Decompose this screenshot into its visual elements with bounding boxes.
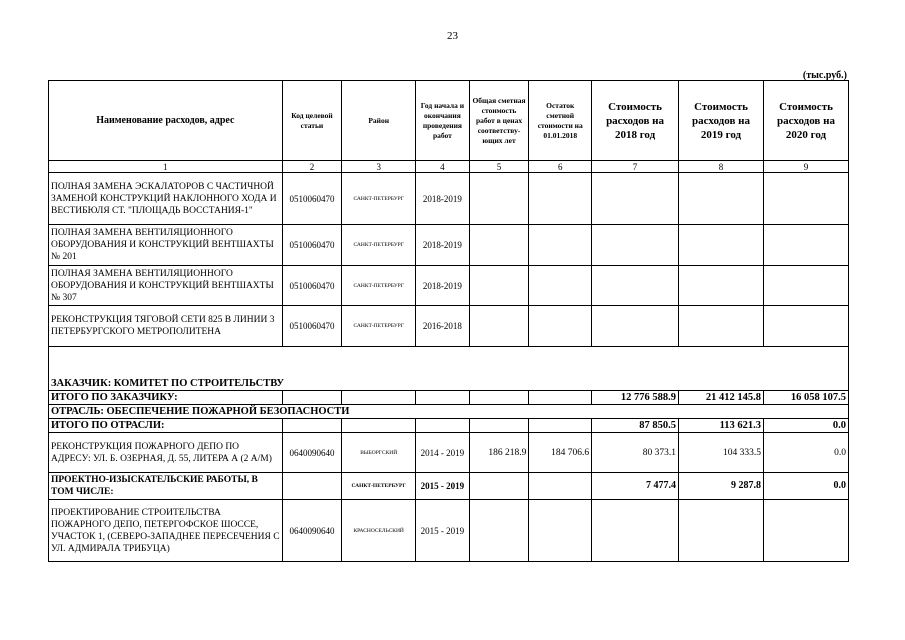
table-row <box>49 500 849 562</box>
industry-total-row <box>49 419 849 433</box>
row-remainder <box>529 225 592 266</box>
customer-total-2020: 16 058 107.5 <box>763 391 848 405</box>
row-name: РЕКОНСТРУКЦИЯ ТЯГОВОЙ СЕТИ 825 В ЛИНИИ 3 ПЕТЕРБУРГСКОГО МЕТРОПОЛИТЕНА <box>49 306 283 347</box>
row-cost-2018 <box>592 306 679 347</box>
row-cost-2018: 80 373.1 <box>592 433 679 473</box>
row-cost-2019: 9 287.8 <box>679 473 764 500</box>
row-cost-2020 <box>763 266 848 306</box>
row-cost-2019 <box>679 225 764 266</box>
row-code: 0640090640 <box>282 500 342 562</box>
col-number: 8 <box>679 161 764 173</box>
row-years: 2014 - 2019 <box>416 433 470 473</box>
customer-total-label: ИТОГО ПО ЗАКАЗЧИКУ: <box>49 391 283 405</box>
col-number: 2 <box>282 161 342 173</box>
header-years: Год начала и окончания проведения работ <box>416 81 470 161</box>
row-cost-2018: 7 477.4 <box>592 473 679 500</box>
row-remainder <box>529 266 592 306</box>
row-region: САНКТ-ПЕТЕРБУРГ <box>342 266 416 306</box>
table-row <box>49 225 849 266</box>
row-code: 0510060470 <box>282 173 342 225</box>
row-total: 186 218.9 <box>469 433 529 473</box>
row-cost-2020 <box>763 225 848 266</box>
header-row <box>49 81 849 161</box>
header-cost-2019: Стоимость расходов на 2019 год <box>679 81 764 161</box>
column-number-row <box>49 161 849 173</box>
row-total <box>469 266 529 306</box>
row-total <box>469 306 529 347</box>
row-region: КРАСНОСЕЛЬСКИЙ <box>342 500 416 562</box>
row-cost-2018 <box>592 266 679 306</box>
row-cost-2019 <box>679 173 764 225</box>
row-cost-2020: 0.0 <box>763 473 848 500</box>
row-years: 2015 - 2019 <box>416 473 470 500</box>
row-name: ПОЛНАЯ ЗАМЕНА ВЕНТИЛЯЦИОННОГО ОБОРУДОВАНИЯ И КОНСТРУКЦИЙ ВЕНТШАХТЫ № 201 <box>49 225 283 266</box>
header-name: Наименование расходов, адрес <box>49 81 283 161</box>
row-remainder <box>529 173 592 225</box>
col-number: 3 <box>342 161 416 173</box>
row-region: САНКТ-ПЕТЕРБУРГ <box>342 225 416 266</box>
industry-total-2019: 113 621.3 <box>679 419 764 433</box>
row-cost-2019 <box>679 266 764 306</box>
row-region: САНКТ-ПЕТЕРБУРГ <box>342 173 416 225</box>
row-name: ПОЛНАЯ ЗАМЕНА ВЕНТИЛЯЦИОННОГО ОБОРУДОВАНИЯ И КОНСТРУКЦИЙ ВЕНТШАХТЫ № 307 <box>49 266 283 306</box>
row-years: 2015 - 2019 <box>416 500 470 562</box>
row-name: ПРОЕКТИРОВАНИЕ СТРОИТЕЛЬСТВА ПОЖАРНОГО ДЕПО, ПЕТЕРГОФСКОЕ ШОССЕ, УЧАСТОК 1, (СЕВЕРО-ЗАПАДНЕЕ ПЕРЕСЕЧЕНИЯ С УЛ. АДМИРАЛА ТРИБУЦА) <box>49 500 283 562</box>
header-cost-2018: Стоимость расходов на 2018 год <box>592 81 679 161</box>
col-number: 9 <box>763 161 848 173</box>
header-cost-2020: Стоимость расходов на 2020 год <box>763 81 848 161</box>
industry-total-2018: 87 850.5 <box>592 419 679 433</box>
row-region: ВЫБОРГСКИЙ <box>342 433 416 473</box>
row-years: 2018-2019 <box>416 173 470 225</box>
row-cost-2019: 104 333.5 <box>679 433 764 473</box>
customer-heading: ЗАКАЗЧИК: КОМИТЕТ ПО СТРОИТЕЛЬСТВУ <box>49 347 849 391</box>
row-code: 0510060470 <box>282 225 342 266</box>
page-number: 23 <box>447 30 458 42</box>
row-name: ПОЛНАЯ ЗАМЕНА ЭСКАЛАТОРОВ С ЧАСТИЧНОЙ ЗАМЕНОЙ КОНСТРУКЦИЙ НАКЛОННОГО ХОДА И ВЕСТИБЮЛЯ СТ. "ПЛОЩАДЬ ВОССТАНИЯ-1" <box>49 173 283 225</box>
table-row <box>49 433 849 473</box>
row-name: ПРОЕКТНО-ИЗЫСКАТЕЛЬСКИЕ РАБОТЫ, В ТОМ ЧИСЛЕ: <box>49 473 283 500</box>
industry-heading: ОТРАСЛЬ: ОБЕСПЕЧЕНИЕ ПОЖАРНОЙ БЕЗОПАСНОСТИ <box>49 405 849 419</box>
row-cost-2019 <box>679 306 764 347</box>
col-number: 7 <box>592 161 679 173</box>
customer-total-2019: 21 412 145.8 <box>679 391 764 405</box>
row-code: 0510060470 <box>282 266 342 306</box>
row-region: САНКТ-ПЕТЕРБУРГ <box>342 306 416 347</box>
row-name: РЕКОНСТРУКЦИЯ ПОЖАРНОГО ДЕПО ПО АДРЕСУ: УЛ. Б. ОЗЕРНАЯ, Д. 55, ЛИТЕРА А (2 А/М) <box>49 433 283 473</box>
table-row <box>49 173 849 225</box>
header-total-cost: Общая сметная стоимость работ в ценах соответству-ющих лет <box>469 81 529 161</box>
table-row <box>49 266 849 306</box>
header-region: Район <box>342 81 416 161</box>
customer-total-row <box>49 391 849 405</box>
row-cost-2018 <box>592 173 679 225</box>
row-remainder: 184 706.6 <box>529 433 592 473</box>
row-years: 2018-2019 <box>416 266 470 306</box>
row-cost-2020 <box>763 173 848 225</box>
row-total <box>469 225 529 266</box>
industry-total-2020: 0.0 <box>763 419 848 433</box>
row-code: 0640090640 <box>282 433 342 473</box>
expenses-table <box>48 80 849 562</box>
industry-heading-row <box>49 405 849 419</box>
row-remainder <box>529 306 592 347</box>
row-years: 2016-2018 <box>416 306 470 347</box>
industry-total-label: ИТОГО ПО ОТРАСЛИ: <box>49 419 283 433</box>
row-cost-2020: 0.0 <box>763 433 848 473</box>
units-label: (тыс.руб.) <box>802 70 847 81</box>
col-number: 5 <box>469 161 529 173</box>
row-code: 0510060470 <box>282 306 342 347</box>
col-number: 4 <box>416 161 470 173</box>
row-years: 2018-2019 <box>416 225 470 266</box>
customer-heading-row <box>49 347 849 391</box>
col-number: 6 <box>529 161 592 173</box>
customer-total-2018: 12 776 588.9 <box>592 391 679 405</box>
table-row <box>49 473 849 500</box>
table-row <box>49 306 849 347</box>
row-cost-2020 <box>763 306 848 347</box>
header-code: Код целевой статьи <box>282 81 342 161</box>
row-cost-2018 <box>592 225 679 266</box>
row-region: САНКТ-ПЕТЕРБУРГ <box>342 473 416 500</box>
col-number: 1 <box>49 161 283 173</box>
header-remainder: Остаток сметной стоимости на 01.01.2018 <box>529 81 592 161</box>
row-total <box>469 173 529 225</box>
